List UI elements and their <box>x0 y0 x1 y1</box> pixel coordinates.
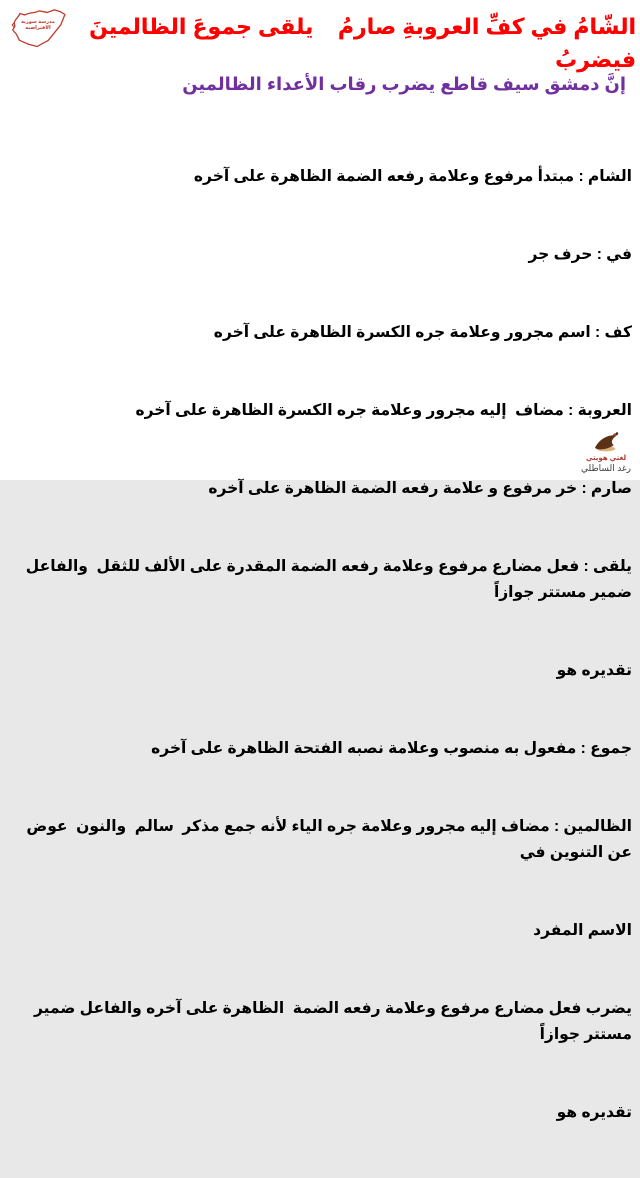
author-signature <box>574 429 638 475</box>
parsing-line-kaff: كف : اسم مجرور وعلامة جره الكسرة الظاهرة على آخره <box>213 324 632 341</box>
parsing-line-yalqa-cont: تقديره هو <box>556 662 632 679</box>
syria-map-badge <box>6 4 68 56</box>
verse-meaning-subtitle: إنَّ دمشق سيف قاطع يضرب رقاب الأعداء الظالمين <box>182 74 626 94</box>
parsing-line-yalqa: يلقى : فعل مضارع مرفوع وعلامة رفعه الضمة المقدرة على الألف للثقل والفاعل ضمير مستتر جوازاً <box>21 558 632 601</box>
parsing-line-yadrib: يضرب فعل مضارع مرفوع وعلامة رفعه الضمة الظاهرة على آخره والفاعل ضمير مستتر جوازاً <box>29 1000 632 1043</box>
parsing-line-alsham: الشام : مبتدأ مرفوع وعلامة رفعه الضمة الظاهرة على آخره <box>193 168 632 185</box>
signature-name: رغد الساطلي <box>581 463 631 474</box>
parsing-line-sarim: صارم : خر مرفوع و علامة رفعه الضمة الظاهرة على آخره <box>208 480 632 497</box>
parsing-line-alzalimin-cont: الاسم المفرد <box>533 922 632 939</box>
parsing-line-alurubah: العروبة : مضاف إليه مجرور وعلامة جره الكسرة الظاهرة على آخره <box>135 402 632 419</box>
parsing-body <box>4 112 632 1178</box>
calligraphy-logo-icon <box>589 429 623 455</box>
verse-title: الشّامُ في كفِّ العروبةِ صارمُ يلقى جموعَ الظالمينَ فيضربُ <box>82 14 636 72</box>
signature-slogan: لغتي هويتي <box>585 454 627 462</box>
map-caption: مدرسة سورية الافتراضية <box>20 19 56 32</box>
parsing-line-fi: في : حرف جر <box>528 246 632 263</box>
parsing-line-alzalimin: الظالمين : مضاف إليه مجرور وعلامة جره الياء لأنه جمع مذكر سالم والنون عوض عن التنوين في <box>22 818 632 861</box>
parsing-line-yadrib-cont: تقديره هو <box>556 1104 632 1121</box>
parsing-line-jumu: جموع : مفعول به منصوب وعلامة نصبه الفتحة الظاهرة على آخره <box>151 740 632 757</box>
